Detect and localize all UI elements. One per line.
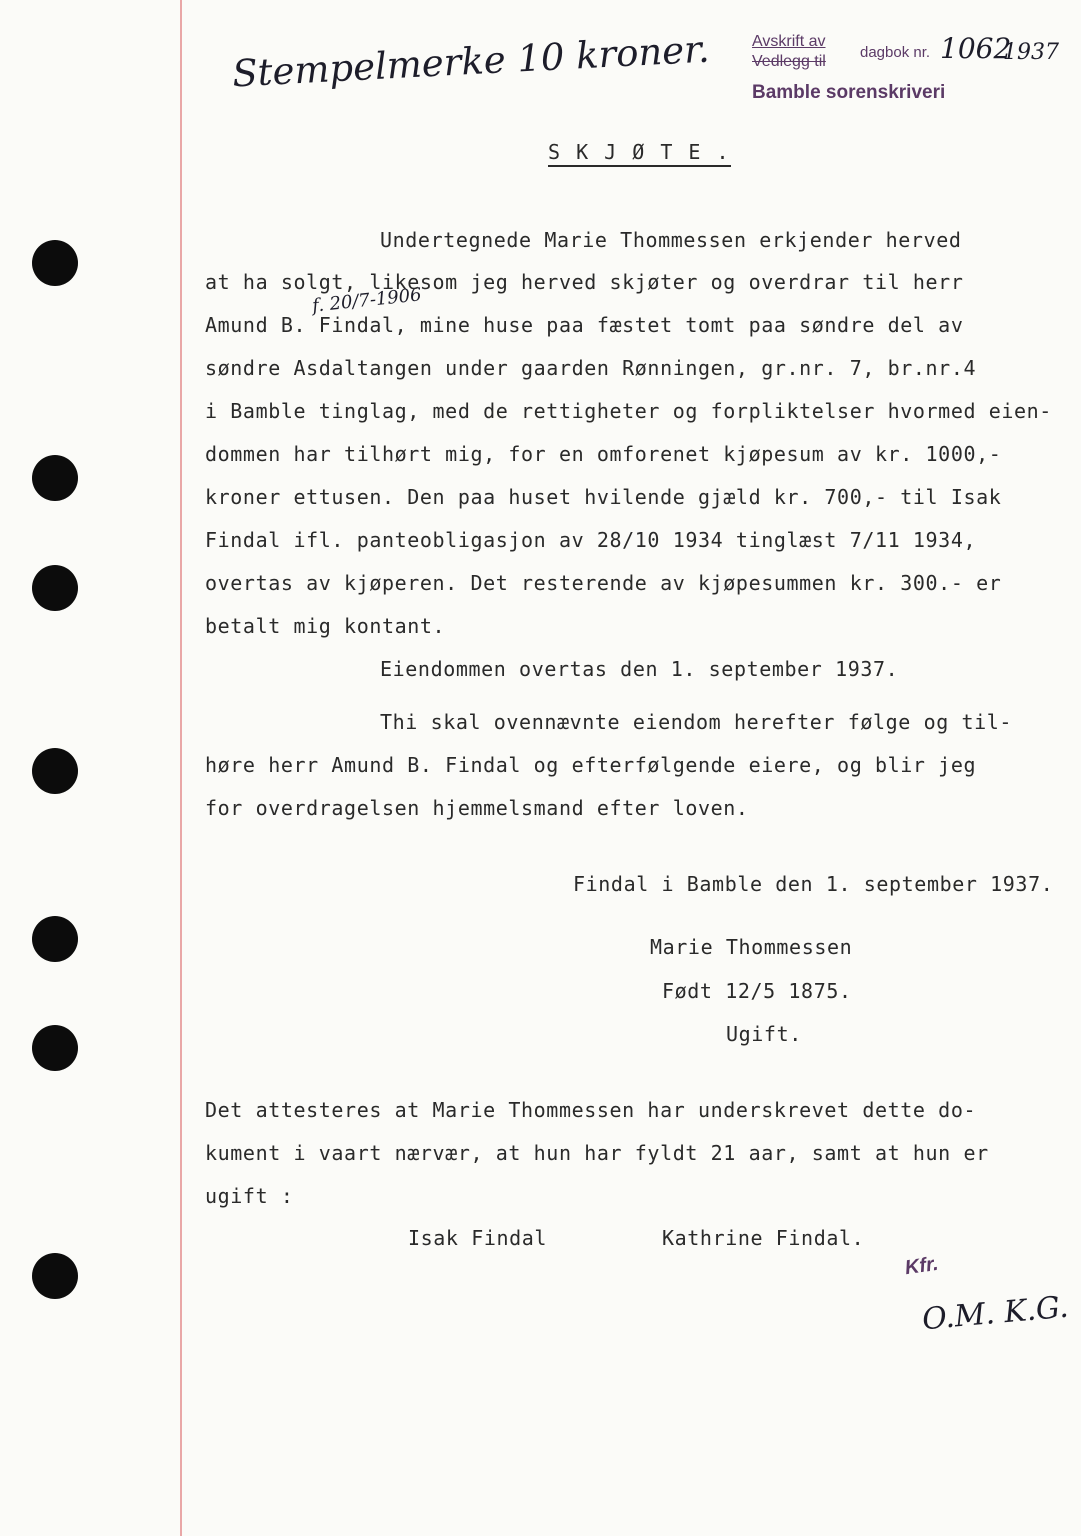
witness-2: Kathrine Findal. (662, 1226, 865, 1250)
witness-1: Isak Findal (408, 1226, 548, 1250)
stamp-copy-label: Avskrift av (752, 33, 826, 50)
body-line: betalt mig kontant. (205, 614, 446, 638)
handwritten-stamp-note: Stempelmerke 10 kroner. (231, 27, 711, 96)
punch-hole (32, 455, 78, 501)
body-line: Amund B. Findal, mine huse paa fæstet tomt paa søndre del av (205, 313, 964, 337)
body-line: overtas av kjøperen. Det resterende av kjøpesummen kr. 300.- er (205, 571, 1002, 595)
place-date: Findal i Bamble den 1. september 1937. (573, 872, 1054, 896)
stamp-number: 1062 (940, 32, 1012, 65)
stamp-dagbok-label: dagbok nr. (860, 44, 931, 61)
handwritten-initials: O.M. K.G. (920, 1289, 1070, 1338)
signer-birth: Født 12/5 1875. (662, 979, 852, 1003)
takeover-paragraph: Eiendommen overtas den 1. september 1937. (380, 657, 899, 681)
punch-hole (32, 1253, 78, 1299)
body-line: høre herr Amund B. Findal og efterfølgende eiere, og blir jeg (205, 753, 977, 777)
attest-line: Det attesteres at Marie Thommessen har underskrevet dette do- (205, 1098, 977, 1122)
margin-line (180, 0, 182, 1536)
punch-hole (32, 1025, 78, 1071)
stamp-office: Bamble sorenskriveri (752, 82, 946, 103)
signer-status: Ugift. (726, 1022, 802, 1046)
punch-hole (32, 916, 78, 962)
punch-hole (32, 240, 78, 286)
stamp-attachment-label: Vedlegg til (752, 53, 826, 70)
body-line: at ha solgt, likesom jeg herved skjøter og overdrar til herr (205, 270, 964, 294)
handwritten-birthdate-insert: f. 20/7-1906 (311, 284, 423, 317)
document-title: S K J Ø T E . (548, 140, 731, 167)
attest-line: kument i vaart nærvær, at hun har fyldt 21 aar, samt at hun er (205, 1141, 989, 1165)
body-line: Thi skal ovennævnte eiendom herefter følge og til- (380, 710, 1013, 734)
body-line: kroner ettusen. Den paa huset hvilende gjæld kr. 700,- til Isak (205, 485, 1002, 509)
punch-hole (32, 748, 78, 794)
kfr-mark: Kfr. (903, 1252, 940, 1280)
body-line: dommen har tilhørt mig, for en omforenet kjøpesum av kr. 1000,- (205, 442, 1002, 466)
attest-line: ugift : (205, 1184, 294, 1208)
body-line: Undertegnede Marie Thommessen erkjender herved (380, 228, 962, 252)
body-line: Findal ifl. panteobligasjon av 28/10 1934 tinglæst 7/11 1934, (205, 528, 977, 552)
body-line: søndre Asdaltangen under gaarden Rønningen, gr.nr. 7, br.nr.4 (205, 356, 977, 380)
body-line: i Bamble tinglag, med de rettigheter og forpliktelser hvormed eien- (205, 399, 1052, 423)
body-line: for overdragelsen hjemmelsmand efter loven. (205, 796, 749, 820)
stamp-year: 1937 (1003, 40, 1059, 65)
signer-name: Marie Thommessen (650, 935, 853, 959)
punch-hole (32, 565, 78, 611)
